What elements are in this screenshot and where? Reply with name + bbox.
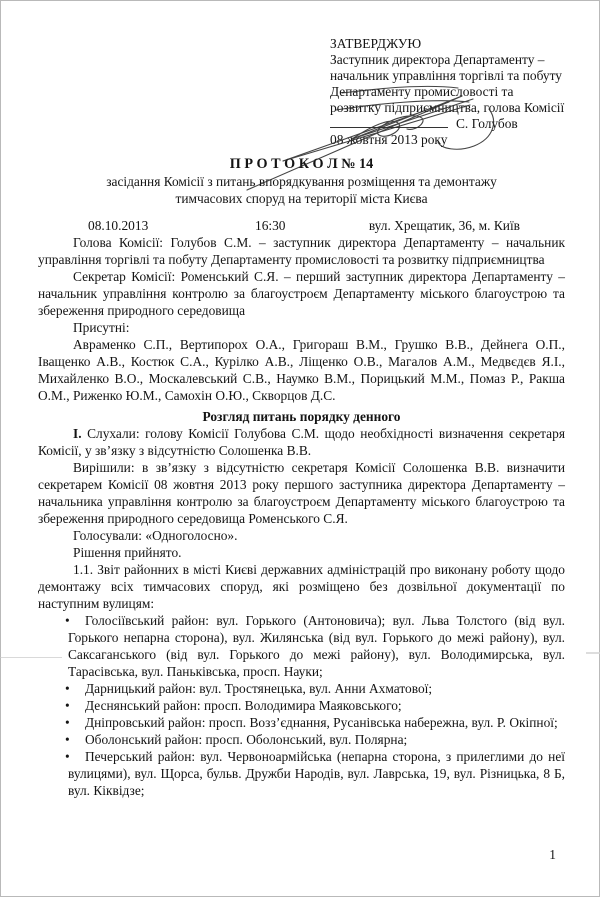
agenda-heading: Розгляд питань порядку денного	[202, 409, 401, 424]
approval-block	[330, 36, 575, 148]
item1-heard-text: Слухали: голову Комісії Голубова С.М. щодо необхідності визначення секретаря Комісії, у зв’язку з відсутністю Солошенка В.В.	[38, 426, 565, 458]
approval-line: Заступник директора Департаменту –	[330, 52, 545, 67]
item1-1-intro-paragraph: 1.1. Звіт районних в місті Києві державних адміністрацій про виконану роботу щодо демонтажу всіх тимчасових споруд, які розміщено без дозвільної документації по наступним вулицям:	[38, 562, 565, 611]
meeting-date: 08.10.2013	[88, 218, 149, 233]
scan-artifact	[0, 657, 62, 658]
commission-head-paragraph: Голова Комісії: Голубов С.М. – заступник директора Департаменту – начальник управління торгівлі та побуту Департаменту промисловості та розвитку підприємництва	[38, 235, 565, 267]
document-subtitle-line: тимчасових споруд на території міста Києва	[175, 191, 428, 206]
title-block	[38, 156, 565, 207]
approval-line: Департаменту промисловості та	[330, 84, 514, 99]
meeting-time: 16:30	[255, 218, 286, 233]
approval-line: розвитку підприємництва, голова Комісії	[330, 100, 565, 115]
district-item: • Печерський район: вул. Червоноармійська (непарна сторона, з прилеглими до неї вулицями), вул. Щорса, бульв. Дружби Народів, вул. Лаврська, 19, вул. Різницька, 8 Б, вул. Кіквідзе;	[38, 748, 565, 799]
meeting-info-row	[38, 217, 565, 234]
commission-secretary-paragraph: Секретар Комісії: Роменський С.Я. – перший заступник директора Департаменту – начальник управління контролю за благоустроєм Департаменту міського благоустрою та збереження природного середовища	[38, 269, 565, 318]
item1-numeral: І.	[73, 426, 88, 441]
attendees-names: Авраменко С.П., Вертипорох О.А., Григораш В.М., Грушко В.В., Дейнега О.П., Іващенко А.В., Костюк С.А., Курілко А.В., Ліщенко О.В., Магалов А.М., Медвєдєв Я.І., Михайленко В.О., Москалевський С.В., Наумко В.М., Порицький М.М., Помаз Р., Ракша О.М., Риженко Ю.М., Самохін О.Ю., Скворцов Д.С.	[38, 337, 565, 403]
document-subtitle-line: засідання Комісії з питань впорядкування розміщення та демонтажу	[106, 174, 497, 189]
approval-date: 08 жовтня 2013 року	[330, 132, 448, 147]
signature-line	[330, 116, 448, 128]
item1-decided-paragraph: Вирішили: в зв’язку з відсутністю секретаря Комісії Солошенка В.В. визначити секретарем Комісії 08 жовтня 2013 року першого заступника директора Департаменту – начальника управління контролю за благоустроєм Департаменту міського благоустрою та збереження природного середовища Роменського С.Я.	[38, 460, 565, 526]
scan-artifact	[586, 652, 600, 654]
document-title: П Р О Т О К О Л № 14	[229, 156, 374, 172]
signer-name: С. Голубов	[456, 116, 518, 131]
district-item: • Голосіївський район: вул. Горького (Антоновича); вул. Льва Толстого (від вул. Горького непарна сторона), вул. Жилянська (від вул. Горького до межі району), вул. Саксаганського (від вул. Горького до межі району), вул. Володимирська, вул. Тарасівська, вул. Паньківська, просп. Науки;	[38, 612, 565, 680]
approval-line: ЗАТВЕРДЖУЮ	[330, 36, 422, 51]
page-number: 1	[549, 847, 556, 862]
signature-row	[330, 116, 575, 132]
district-item: • Дніпровський район: просп. Возз’єднання, Русанівська набережна, вул. Р. Окіпної;	[38, 714, 565, 731]
item1-heard-paragraph	[38, 425, 565, 459]
attendees-label: Присутні:	[73, 320, 130, 335]
district-list	[38, 612, 565, 799]
approval-line: начальник управління торгівлі та побуту	[330, 68, 562, 83]
item1-voted-paragraph: Голосували: «Одноголосно».	[73, 528, 238, 543]
district-item: • Оболонський район: просп. Оболонський, вул. Полярна;	[38, 731, 565, 748]
meeting-location: вул. Хрещатик, 36, м. Київ	[368, 218, 520, 233]
item1-resolution-paragraph: Рішення прийнято.	[73, 545, 182, 560]
district-item: • Деснянський район: просп. Володимира Маяковського;	[38, 697, 565, 714]
district-item: • Дарницький район: вул. Тростянецька, вул. Анни Ахматової;	[38, 680, 565, 697]
